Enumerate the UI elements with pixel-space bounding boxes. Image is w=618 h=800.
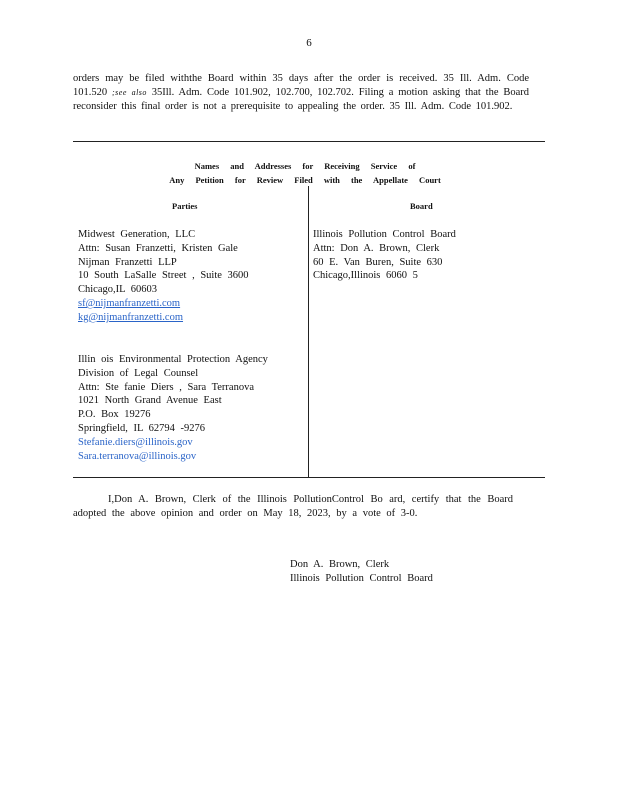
- board-line: Attn: Don A. Brown, Clerk: [313, 242, 440, 254]
- signature-org: Illinois Pollution Control Board: [290, 572, 433, 584]
- email-link-kg[interactable]: kg@nijmanfranzetti.com: [78, 311, 184, 323]
- email-link-diers[interactable]: Stefanie.diers@illinois.gov: [78, 436, 193, 448]
- caption-line-1: Names and Addresses for Receiving Service of: [194, 161, 416, 171]
- intro-text-2: 35Ill. Adm. Code 101.902, 102.700, 102.702. Filing a motion asking that the Board reconsider this final order is not a prerequisite to appealing the order. 35 Ill. Adm. Code 101.902.: [73, 87, 529, 112]
- table-bottom-rule: [73, 477, 545, 478]
- board-address: [313, 228, 456, 283]
- party-line: Division of Legal Counsel: [78, 367, 199, 379]
- party-line: Midwest Generation, LLC: [78, 229, 196, 240]
- party-line: Nijman Franzetti LLP: [78, 256, 177, 268]
- column-divider: [308, 186, 309, 477]
- party-illinois-epa: [78, 353, 268, 463]
- clerk-signature-block: [290, 558, 433, 586]
- party-line: Illin ois Environmental Protection Agency: [78, 354, 268, 365]
- table-top-rule: [73, 141, 545, 142]
- party-line: Attn: Susan Franzetti, Kristen Gale: [78, 242, 238, 254]
- party-midwest-generation: [78, 228, 249, 325]
- party-line: 10 South LaSalle Street , Suite 3600: [78, 270, 249, 282]
- service-table-caption: [160, 159, 450, 187]
- party-line: 1021 North Grand Avenue East: [78, 395, 222, 407]
- party-line: Chicago,IL 60603: [78, 284, 158, 296]
- intro-paragraph: [73, 72, 529, 114]
- page-number: 6: [306, 37, 312, 49]
- parties-column-header: Parties: [172, 201, 198, 211]
- board-line: 60 E. Van Buren, Suite 630: [313, 256, 443, 268]
- signature-name: Don A. Brown, Clerk: [290, 559, 390, 570]
- board-line: Illinois Pollution Control Board: [313, 229, 456, 240]
- caption-line-2: Any Petition for Review Filed with the Appellate Court: [169, 175, 441, 185]
- board-line: Chicago,Illinois 6060 5: [313, 270, 418, 282]
- party-line: P.O. Box 19276: [78, 409, 151, 421]
- party-line: Springfield, IL 62794 -9276: [78, 422, 206, 434]
- intro-text-1: orders may be filed withthe Board within 35 days after the order is received. 35 Ill. Adm. Code 101.520: [73, 73, 529, 98]
- see-also-text: ;see also: [111, 88, 147, 97]
- certification-paragraph: I,Don A. Brown, Clerk of the Illinois PollutionControl Bo ard, certify that the Board adopted the above opinion and order on May 18, 2023, by a vote of 3-0.: [73, 494, 513, 519]
- email-link-sf[interactable]: sf@nijmanfranzetti.com: [78, 297, 181, 309]
- party-line: Attn: Ste fanie Diers , Sara Terranova: [78, 381, 254, 393]
- board-column-header: Board: [410, 201, 433, 211]
- email-link-terranova[interactable]: Sara.terranova@illinois.gov: [78, 450, 197, 462]
